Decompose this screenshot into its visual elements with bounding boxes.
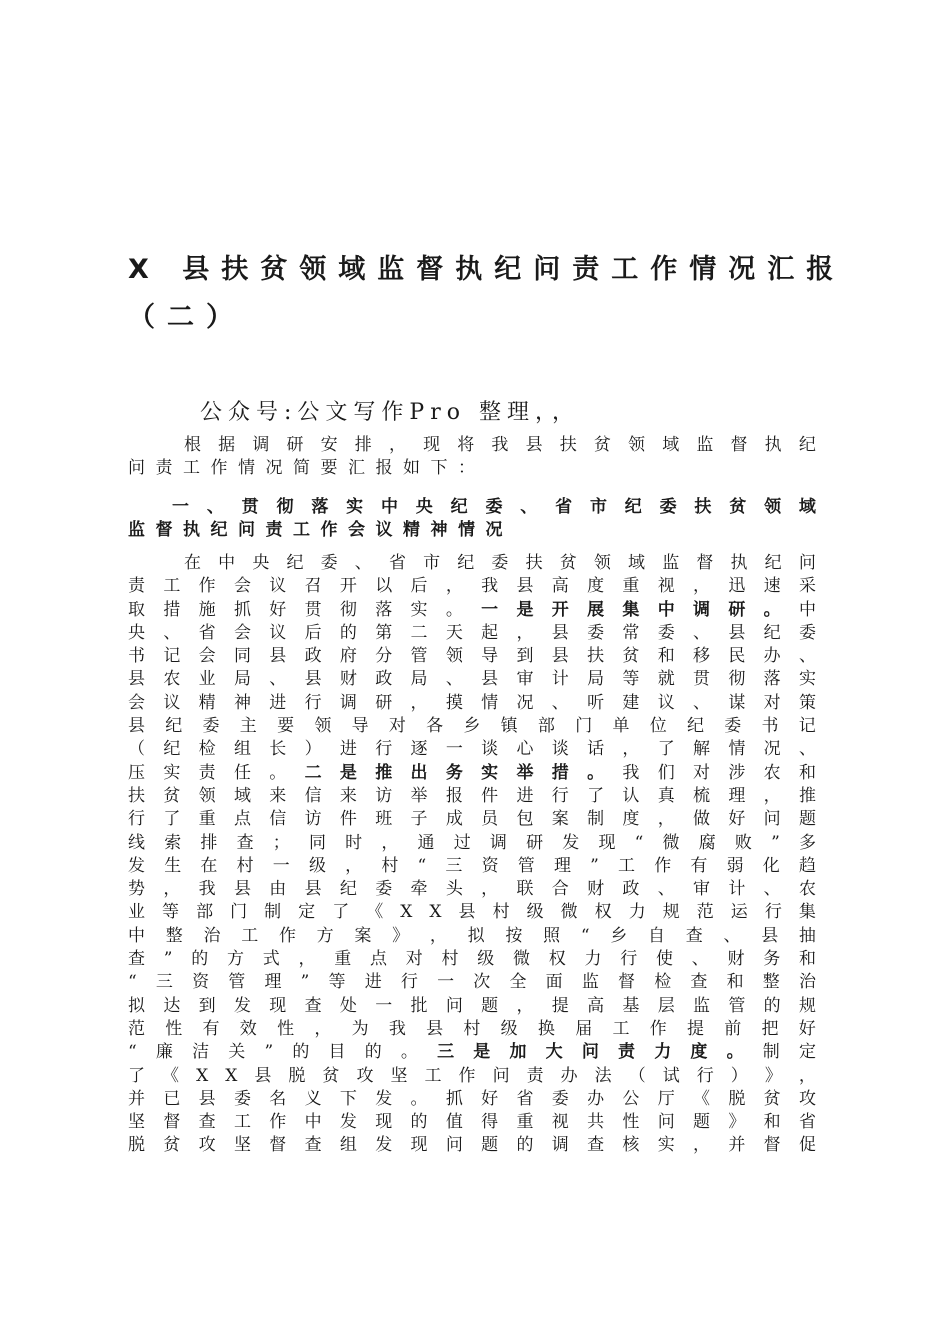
body-line: 责 工 作 会 议 召 开 以 后 ， 我 县 高 度 重 视 ， 迅 速 采 [128,576,816,597]
body-line: 了 《 X X 县 脱 贫 攻 坚 工 作 问 责 办 法 （ 试 行 ） 》 ， [128,1065,816,1086]
intro-line: 问责工作情况简要汇报如下： [128,458,486,479]
body-line: （ 纪 检 组 长 ） 进 行 逐 一 谈 心 谈 话 ， 了 解 情 况 、 [128,739,816,760]
body-line: “ 三 资 管 理 ” 等 进 行 一 次 全 面 监 督 检 查 和 整 治 [128,972,816,993]
body-line: 中 整 治 工 作 方 案 》 ， 拟 按 照 “ 乡 自 查 、 县 抽 [128,925,816,946]
section-heading-line: 监督执纪问责工作会议精神情况 [128,520,513,541]
intro-line: 根 据 调 研 安 排 ， 现 将 我 县 扶 贫 领 域 监 督 执 纪 [184,435,816,455]
source-attribution: 公众号:公文写作Pro 整理，， [200,400,580,425]
body-line: 央 、 省 会 议 后 的 第 二 天 起 ， 县 委 常 委 、 县 纪 委 [128,622,816,643]
body-line: 行 了 重 点 信 访 件 班 子 成 员 包 案 制 度 ， 做 好 问 题 [128,809,816,830]
intro-paragraph [128,434,816,481]
section-heading-1 [128,496,816,543]
title-line-1: X 县扶贫领域监督执纪问责工作情况汇报 [128,254,846,285]
body-line: 在 中 央 纪 委 、 省 市 纪 委 扶 贫 领 域 监 督 执 纪 问 [184,553,816,573]
body-line: 势 ， 我 县 由 县 纪 委 牵 头 ， 联 合 财 政 、 审 计 、 农 [128,879,816,900]
body-line: 坚 督 查 工 作 中 发 现 的 值 得 重 视 共 性 问 题 》 和 省 [128,1112,816,1133]
body-line: 扶 贫 领 域 来 信 来 访 举 报 件 进 行 了 认 真 梳 理 ， 推 [128,785,816,806]
body-line: 压 实 责 任 。 二 是 推 出 务 实 举 措 。 我 们 对 涉 农 和 [128,762,816,783]
body-line: 范 性 有 效 性 ， 为 我 县 村 级 换 届 工 作 提 前 把 好 [128,1018,816,1039]
body-line: 县 农 业 局 、 县 财 政 局 、 县 审 计 局 等 就 贯 彻 落 实 [128,669,816,690]
title-line-2: （二） [128,302,245,333]
document-title [128,246,846,342]
body-line: 查 ” 的 方 式 ， 重 点 对 村 级 微 权 力 行 使 、 财 务 和 [128,949,816,970]
body-line: 会 议 精 神 进 行 调 研 ， 摸 情 况 、 听 建 议 、 谋 对 策 [128,692,816,713]
body-line: 并 已 县 委 名 义 下 发 。 抓 好 省 委 办 公 厅 《 脱 贫 攻 [128,1088,816,1109]
body-line: “ 廉 洁 关 ” 的 目 的 。 三 是 加 大 问 责 力 度 。 制 定 [128,1042,816,1063]
section-heading-line: 一 、 贯 彻 落 实 中 央 纪 委 、 省 市 纪 委 扶 贫 领 域 [172,497,816,517]
body-line: 拟 达 到 发 现 查 处 一 批 问 题 ， 提 高 基 层 监 管 的 规 [128,995,816,1016]
body-line: 线 索 排 查 ； 同 时 ， 通 过 调 研 发 现 “ 微 腐 败 ” 多 [128,832,816,853]
body-line: 县 纪 委 主 要 领 导 对 各 乡 镇 部 门 单 位 纪 委 书 记 [128,716,816,737]
body-text: 中 [798,599,816,620]
body-line: 发 生 在 村 一 级 ， 村 “ 三 资 管 理 ” 工 作 有 弱 化 趋 [128,855,816,876]
body-paragraph [128,552,816,1158]
body-line: 业 等 部 门 制 定 了 《 X X 县 村 级 微 权 力 规 范 运 行 集 [128,902,816,923]
body-line: 书 记 会 同 县 政 府 分 管 领 导 到 县 扶 贫 和 移 民 办 、 [128,646,816,667]
body-line: 取 措 施 抓 好 贯 彻 落 实 。 一 是 开 展 集 中 调 研 。 中 [128,599,816,622]
body-line: 脱 贫 攻 坚 督 查 组 发 现 问 题 的 调 查 核 实 ， 并 督 促 [128,1135,816,1156]
